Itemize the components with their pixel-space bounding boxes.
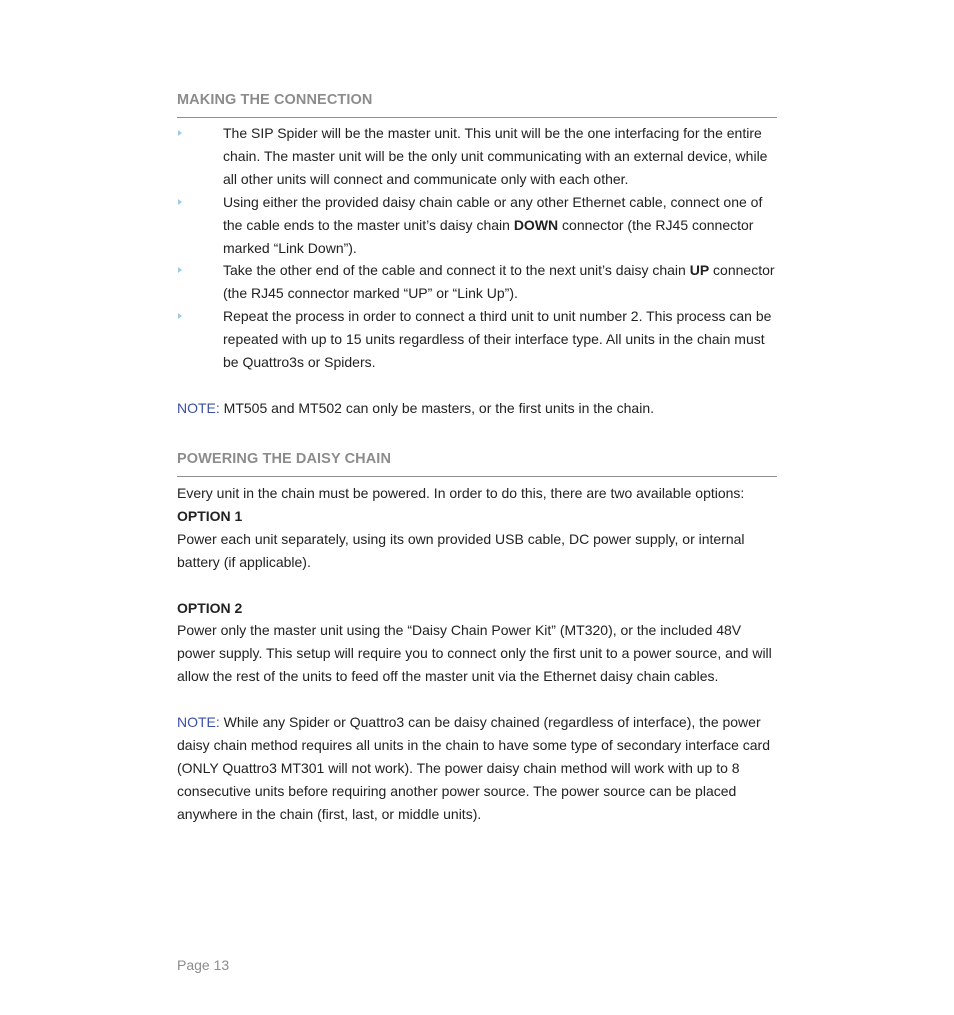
list-item-bold: UP <box>689 262 710 279</box>
connection-steps-list <box>177 122 777 374</box>
note-power-chain <box>177 711 777 826</box>
list-item <box>177 122 777 191</box>
option-2-heading: OPTION 2 <box>177 600 243 616</box>
list-item-text: The SIP Spider will be the master unit. This unit will be the one interfacing for the entire chain. The master unit will be the only unit communicating with an external device, while all other units will connect and communicate only with each other. <box>223 125 768 187</box>
section-title-powering: POWERING THE DAISY CHAIN <box>177 451 392 467</box>
section-divider <box>177 117 777 118</box>
section-title-making-connection: MAKING THE CONNECTION <box>177 92 373 108</box>
page-number: Page 13 <box>177 957 230 973</box>
triangle-bullet-icon <box>178 130 182 136</box>
list-item-text: Repeat the process in order to connect a third unit to unit number 2. This process can be repeated with up to 15 units regardless of their interface type. All units in the chain must be Quattro3s or Spiders. <box>223 308 772 371</box>
note-masters <box>177 397 777 420</box>
option-1-heading: OPTION 1 <box>177 508 243 524</box>
option-2-text: Power only the master unit using the “Daisy Chain Power Kit” (MT320), or the included 48V power supply. This setup will require you to connect only the first unit to a power source, and will allow the rest of the units to feed off the master unit via the Ethernet daisy chain cables. <box>177 622 772 684</box>
option-1-text: Power each unit separately, using its own provided USB cable, DC power supply, or internal battery (if applicable). <box>177 531 745 570</box>
list-item <box>177 191 777 260</box>
note-label: NOTE: <box>177 400 220 416</box>
list-item <box>177 305 777 374</box>
note-label: NOTE: <box>177 714 220 730</box>
triangle-bullet-icon <box>178 313 182 319</box>
list-item-bold: DOWN <box>513 216 559 233</box>
section-divider <box>177 476 777 477</box>
note-text: MT505 and MT502 can only be masters, or the first units in the chain. <box>219 400 654 416</box>
list-item-text-after: connector (the RJ45 connector marked “UP” or “Link Up”). <box>223 262 775 302</box>
triangle-bullet-icon <box>178 267 182 273</box>
list-item-text-before: Take the other end of the cable and connect it to the next unit’s daisy chain <box>223 262 690 279</box>
triangle-bullet-icon <box>178 199 182 205</box>
list-item-text-after: connector (the RJ45 connector marked “Link Down”). <box>223 216 754 256</box>
list-item-text-before: Using either the provided daisy chain cable or any other Ethernet cable, connect one of the cable ends to the master unit’s daisy chain <box>223 193 763 233</box>
list-item <box>177 259 777 305</box>
powering-intro: Every unit in the chain must be powered. In order to do this, there are two available options: <box>177 485 745 501</box>
note-text: While any Spider or Quattro3 can be daisy chained (regardless of interface), the power daisy chain method requires all units in the chain to have some type of secondary interface card (ONLY Quattro3 MT301 will not work). The power daisy chain method will work with up to 8 consecutive units before requiring another power source. The power source can be placed anywhere in the chain (first, last, or middle units). <box>177 714 770 822</box>
